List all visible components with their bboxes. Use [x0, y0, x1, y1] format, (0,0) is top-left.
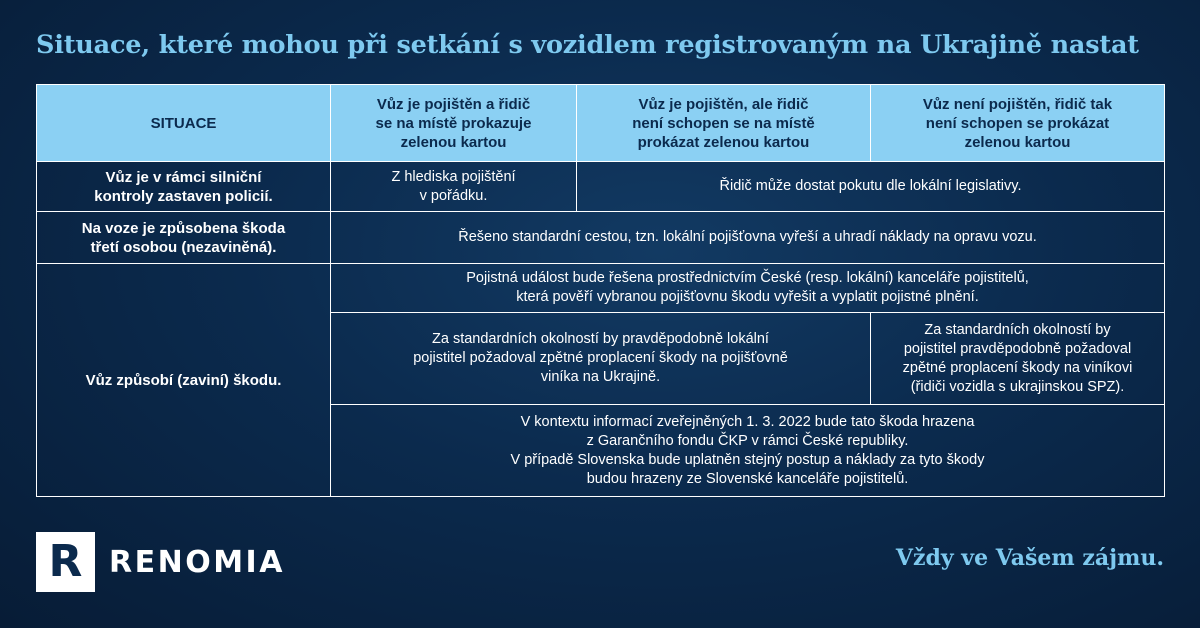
table-row	[37, 212, 1165, 264]
cell-standard-handling: Řešeno standardní cestou, tzn. lokální pojišťovna vyřeší a uhradí náklady na opravu vozu.	[331, 212, 1165, 264]
row-label-vehicle-causes-damage: Vůz způsobí (zaviní) škodu.	[37, 264, 331, 497]
row-label-police-check: Vůz je v rámci silniční kontroly zastaven policií.	[37, 162, 331, 212]
cell-guarantee-fund: V kontextu informací zveřejněných 1. 3. 2022 bude tato škoda hrazena z Garančního fondu ČKP v rámci České republiky. V případě Slovenska bude uplatněn stejný postup a náklady za tyto škody budou hrazeny ze Slovenské kanceláře pojistitelů.	[331, 405, 1165, 497]
cell-insured-ok: Z hlediska pojištění v pořádku.	[331, 162, 577, 212]
cell-possible-fine: Řidič může dostat pokutu dle lokální legislativy.	[577, 162, 1165, 212]
logo-mark	[36, 532, 95, 592]
cell-uninsured-recourse: Za standardních okolností by pojistitel pravděpodobně požadoval zpětné proplacení škody na viníkovi (řidiči vozidla s ukrajinskou SPZ).	[871, 313, 1165, 405]
cell-insured-recourse: Za standardních okolností by pravděpodobně lokální pojistitel požadoval zpětné proplacení škody na pojišťovně viníka na Ukrajině.	[331, 313, 871, 405]
logo-wordmark: RENOMIA	[109, 544, 285, 580]
column-header-insured-without-card: Vůz je pojištěn, ale řidič není schopen se na místě prokázat zelenou kartou	[577, 85, 871, 162]
cell-claim-handling: Pojistná událost bude řešena prostřednictvím České (resp. lokální) kanceláře pojistitelů, která pověří vybranou pojišťovnu škodu vyřešit a vyplatit pojistné plnění.	[331, 264, 1165, 313]
logo-letter: R	[48, 536, 83, 587]
column-header-uninsured: Vůz není pojištěn, řidič tak není schopen se prokázat zelenou kartou	[871, 85, 1165, 162]
table-header-row	[37, 85, 1165, 162]
table-row	[37, 162, 1165, 212]
situations-table	[36, 84, 1165, 497]
page-title: Situace, které mohou při setkání s vozidlem registrovaným na Ukrajině nastat	[36, 30, 1139, 60]
renomia-logo	[36, 532, 285, 592]
column-header-insured-with-card: Vůz je pojištěn a řidič se na místě prokazuje zelenou kartou	[331, 85, 577, 162]
slogan: Vždy ve Vašem zájmu.	[895, 545, 1164, 571]
table-row	[37, 264, 1165, 313]
row-label-third-party-damage: Na voze je způsobena škoda třetí osobou (nezaviněná).	[37, 212, 331, 264]
column-header-situation: SITUACE	[37, 85, 331, 162]
